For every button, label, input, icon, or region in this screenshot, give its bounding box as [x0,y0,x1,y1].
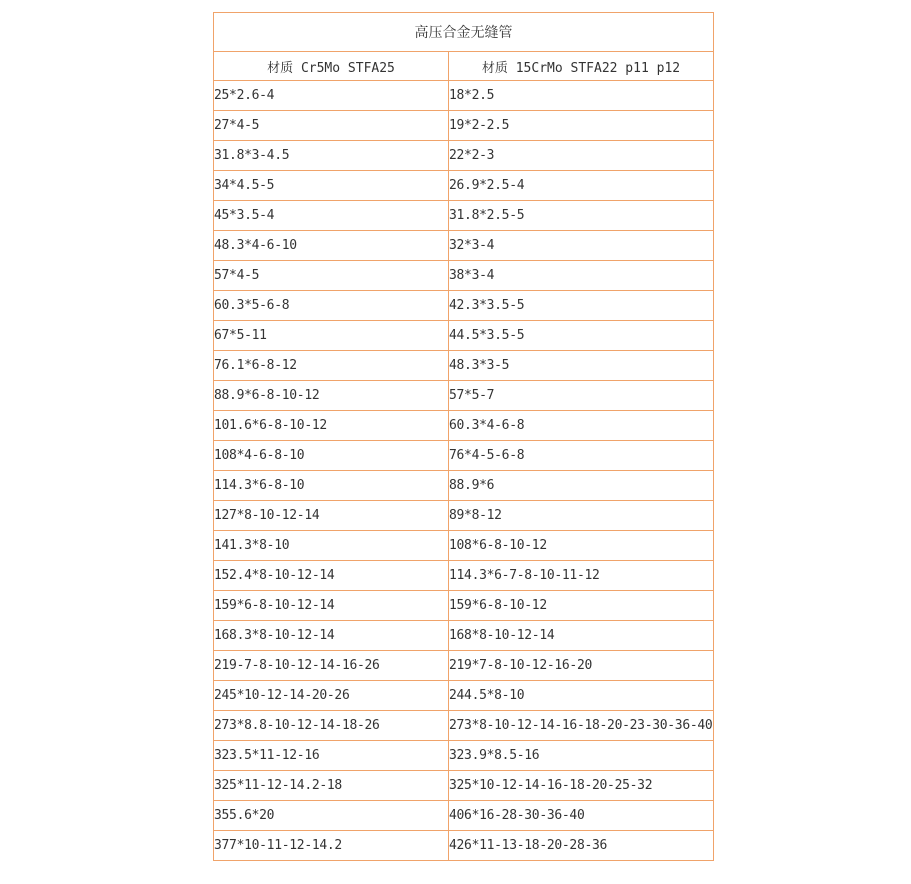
cell-cr5mo-size: 114.3*6-8-10 [214,471,449,501]
table-row [214,441,714,471]
cell-15crmo-size: 57*5-7 [449,381,714,411]
cell-cr5mo-size: 159*6-8-10-12-14 [214,591,449,621]
cell-cr5mo-size: 273*8.8-10-12-14-18-26 [214,711,449,741]
cell-15crmo-size: 88.9*6 [449,471,714,501]
cell-cr5mo-size: 219-7-8-10-12-14-16-26 [214,651,449,681]
cell-cr5mo-size: 76.1*6-8-12 [214,351,449,381]
table-row [214,531,714,561]
table-row [214,831,714,861]
cell-cr5mo-size: 168.3*8-10-12-14 [214,621,449,651]
table-row [214,321,714,351]
cell-cr5mo-size: 25*2.6-4 [214,81,449,111]
column-header-cr5mo: 材质 Cr5Mo STFA25 [214,52,449,81]
table-row [214,141,714,171]
cell-15crmo-size: 168*8-10-12-14 [449,621,714,651]
cell-cr5mo-size: 88.9*6-8-10-12 [214,381,449,411]
table-row [214,291,714,321]
table-row [214,591,714,621]
cell-15crmo-size: 42.3*3.5-5 [449,291,714,321]
cell-cr5mo-size: 45*3.5-4 [214,201,449,231]
cell-cr5mo-size: 127*8-10-12-14 [214,501,449,531]
cell-15crmo-size: 18*2.5 [449,81,714,111]
cell-cr5mo-size: 323.5*11-12-16 [214,741,449,771]
cell-cr5mo-size: 101.6*6-8-10-12 [214,411,449,441]
cell-15crmo-size: 89*8-12 [449,501,714,531]
table-title: 高压合金无缝管 [214,13,714,52]
cell-15crmo-size: 26.9*2.5-4 [449,171,714,201]
cell-15crmo-size: 31.8*2.5-5 [449,201,714,231]
cell-15crmo-size: 426*11-13-18-20-28-36 [449,831,714,861]
cell-cr5mo-size: 48.3*4-6-10 [214,231,449,261]
cell-15crmo-size: 406*16-28-30-36-40 [449,801,714,831]
cell-cr5mo-size: 152.4*8-10-12-14 [214,561,449,591]
table-row [214,801,714,831]
cell-cr5mo-size: 34*4.5-5 [214,171,449,201]
table-row [214,411,714,441]
table-body [214,81,714,861]
table-row [214,501,714,531]
cell-15crmo-size: 48.3*3-5 [449,351,714,381]
table-row [214,261,714,291]
cell-15crmo-size: 22*2-3 [449,141,714,171]
cell-15crmo-size: 60.3*4-6-8 [449,411,714,441]
table-row [214,771,714,801]
cell-15crmo-size: 323.9*8.5-16 [449,741,714,771]
cell-cr5mo-size: 27*4-5 [214,111,449,141]
cell-15crmo-size: 114.3*6-7-8-10-11-12 [449,561,714,591]
cell-cr5mo-size: 108*4-6-8-10 [214,441,449,471]
cell-15crmo-size: 273*8-10-12-14-16-18-20-23-30-36-40 [449,711,714,741]
header-row [214,52,714,81]
cell-15crmo-size: 38*3-4 [449,261,714,291]
table-row [214,681,714,711]
table-row [214,471,714,501]
cell-cr5mo-size: 355.6*20 [214,801,449,831]
cell-cr5mo-size: 325*11-12-14.2-18 [214,771,449,801]
cell-15crmo-size: 325*10-12-14-16-18-20-25-32 [449,771,714,801]
cell-cr5mo-size: 67*5-11 [214,321,449,351]
cell-15crmo-size: 244.5*8-10 [449,681,714,711]
cell-cr5mo-size: 31.8*3-4.5 [214,141,449,171]
cell-cr5mo-size: 377*10-11-12-14.2 [214,831,449,861]
table-row [214,621,714,651]
cell-cr5mo-size: 141.3*8-10 [214,531,449,561]
column-header-15crmo: 材质 15CrMo STFA22 p11 p12 [449,52,714,81]
title-row [214,13,714,52]
cell-cr5mo-size: 57*4-5 [214,261,449,291]
cell-15crmo-size: 19*2-2.5 [449,111,714,141]
table-row [214,201,714,231]
cell-15crmo-size: 32*3-4 [449,231,714,261]
table-row [214,111,714,141]
table-row [214,561,714,591]
table-row [214,351,714,381]
cell-cr5mo-size: 245*10-12-14-20-26 [214,681,449,711]
cell-cr5mo-size: 60.3*5-6-8 [214,291,449,321]
cell-15crmo-size: 219*7-8-10-12-16-20 [449,651,714,681]
cell-15crmo-size: 108*6-8-10-12 [449,531,714,561]
table-row [214,171,714,201]
table-row [214,651,714,681]
alloy-pipe-spec-table [213,12,714,861]
cell-15crmo-size: 44.5*3.5-5 [449,321,714,351]
table-row [214,231,714,261]
table-row [214,81,714,111]
cell-15crmo-size: 159*6-8-10-12 [449,591,714,621]
table-row [214,381,714,411]
table-row [214,741,714,771]
cell-15crmo-size: 76*4-5-6-8 [449,441,714,471]
table-row [214,711,714,741]
